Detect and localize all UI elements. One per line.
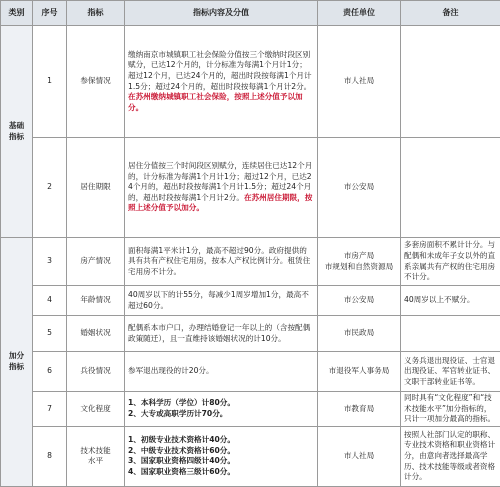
responsible-unit: 市人社局 (318, 26, 401, 138)
remark: 40周岁以上不赋分。 (401, 286, 500, 316)
header-row (1, 1, 500, 26)
row-number: 8 (33, 426, 67, 486)
indicator-name: 居住期限 (67, 138, 125, 238)
indicator-name: 文化程度 (67, 392, 125, 427)
table-row (1, 392, 500, 427)
table-row (1, 26, 500, 138)
indicator-content: 参军退出现役的计20分。 (125, 352, 318, 392)
table-row (1, 286, 500, 316)
row-number: 6 (33, 352, 67, 392)
indicator-content (125, 392, 318, 427)
table-row (1, 352, 500, 392)
indicator-content: 缴纳南京市城镇职工社会保险分值按三个缴纳时段区别赋分，已达12个月的，计分标准为每满1个月计1分；超过12个月，已达24个月的，超出时段按每满1个月计1.5分；超过24个月的，超出时段按每满1个月计2分。在苏州缴纳城镇职工社会保险，按照上述分值予以加分。 (125, 26, 318, 138)
content-item: 1、初级专业技术资格计40分。 (128, 435, 314, 446)
header-number: 序号 (33, 1, 67, 26)
indicator-name: 年龄情况 (67, 286, 125, 316)
suzhou-bonus-note: 在苏州缴纳城镇职工社会保险，按照上述分值予以加分。 (128, 92, 303, 112)
remark: 义务兵退出现役证、士官退出现役证、军官转业证书、文职干部转业证书等。 (401, 352, 500, 392)
content-item: 4、国家职业资格三级计60分。 (128, 467, 314, 478)
remark (401, 316, 500, 352)
indicator-content: 居住分值按三个时间段区别赋分，连续居住已达12个月的，计分标准为每满1个月计1分；超过12个月，已达24个月的，超出时段按每满1个月计1.5分；超过24个月的，超出时段按每满1个月计2分。在苏州居住期限，按照上述分值予以加分。 (125, 138, 318, 238)
header-indicator: 指标 (67, 1, 125, 26)
remark (401, 138, 500, 238)
content-item: 2、中级专业技术资格计60分。 (128, 446, 314, 457)
remark: 按照人社部门认定的职称、专业技术资格和职业资格计分，由意向者选择最高学历、技术技能等级或者资格计分。 (401, 426, 500, 486)
responsible-unit: 市民政局 (318, 316, 401, 352)
row-number: 4 (33, 286, 67, 316)
responsible-unit: 市退役军人事务局 (318, 352, 401, 392)
category-bonus: 加分 指标 (1, 238, 33, 487)
indicator-name: 技术技能 水平 (67, 426, 125, 486)
row-number: 7 (33, 392, 67, 427)
indicator-name: 婚姻状况 (67, 316, 125, 352)
table-row (1, 238, 500, 286)
header-content: 指标内容及分值 (125, 1, 318, 26)
indicator-name: 参保情况 (67, 26, 125, 138)
header-unit: 责任单位 (318, 1, 401, 26)
responsible-unit: 市房产局 市规划和自然资源局 (318, 238, 401, 286)
content-item: 3、国家职业资格四级计40分。 (128, 456, 314, 467)
row-number: 1 (33, 26, 67, 138)
responsible-unit: 市公安局 (318, 138, 401, 238)
indicator-name: 兵役情况 (67, 352, 125, 392)
content-item: 2、大专或高职学历计70分。 (128, 409, 314, 420)
table-row (1, 316, 500, 352)
responsible-unit: 市公安局 (318, 286, 401, 316)
indicator-content (125, 426, 318, 486)
indicator-content: 面积每满1平米计1分，最高不超过90分。政府提供的具有共有产权住宅用房，按本人产权比例计分。租赁住宅用房不计分。 (125, 238, 318, 286)
header-category: 类别 (1, 1, 33, 26)
responsible-unit: 市教育局 (318, 392, 401, 427)
responsible-unit: 市人社局 (318, 426, 401, 486)
indicator-name: 房产情况 (67, 238, 125, 286)
header-note: 备注 (401, 1, 500, 26)
row-number: 3 (33, 238, 67, 286)
row-number: 2 (33, 138, 67, 238)
indicator-content: 40周岁以下的计55分，每减少1周岁增加1分，最高不超过60分。 (125, 286, 318, 316)
remark: 多套房面积不累计计分。与配偶和未成年子女以外的直系亲属共有产权的住宅用房不计分。 (401, 238, 500, 286)
table-row (1, 138, 500, 238)
content-item: 1、本科学历（学位）计80分。 (128, 398, 314, 409)
table-row (1, 426, 500, 486)
row-number: 5 (33, 316, 67, 352)
category-basic: 基础 指标 (1, 26, 33, 238)
indicator-content: 配偶系本市户口，办理结婚登记一年以上的（含按配偶政策随迁），且一直维持该婚姻状况的计10分。 (125, 316, 318, 352)
suzhou-bonus-note: 在苏州居住期限，按照上述分值予以加分。 (128, 193, 312, 213)
remark (401, 26, 500, 138)
remark: 同时具有“文化程度”和“技术技能水平”加分指标的，只计一项加分最高的指标。 (401, 392, 500, 427)
